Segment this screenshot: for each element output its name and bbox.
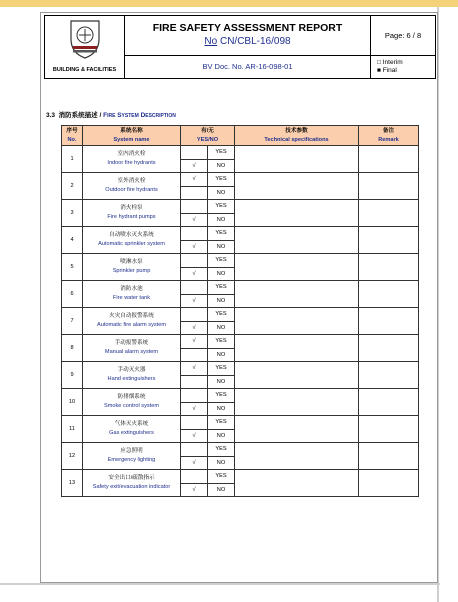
system-name: 喷淋水泵 Sprinkler pump [83,254,181,281]
no-label: NO [208,348,235,362]
technical-spec-cell [235,200,359,227]
yes-label: YES [208,308,235,322]
yes-check: √ [181,335,208,349]
remark-cell [359,443,419,470]
table-row [62,389,419,403]
technical-spec-cell [235,227,359,254]
no-check: √ [181,483,208,497]
yes-label: YES [208,335,235,349]
no-check: √ [181,294,208,308]
row-number: 3 [62,200,83,227]
yes-check [181,281,208,295]
no-check: √ [181,429,208,443]
remark-cell [359,227,419,254]
row-number: 8 [62,335,83,362]
section-heading: 3.3 消防系统描述 / Fire System Description [46,112,176,119]
no-check: √ [181,267,208,281]
technical-spec-cell [235,470,359,497]
title-cell [125,16,371,78]
no-label: NO [208,429,235,443]
no-check [181,186,208,200]
yes-check [181,227,208,241]
row-number: 13 [62,470,83,497]
no-check: √ [181,321,208,335]
no-check [181,375,208,389]
system-name: 手动报警系统 Manual alarm system [83,335,181,362]
row-number: 1 [62,146,83,173]
system-name: 气体灭火系统 Gas extinguishers [83,416,181,443]
remark-cell [359,173,419,200]
doc-number: BV Doc. No. AR-16-098-01 [202,62,293,71]
row-number: 12 [62,443,83,470]
yes-label: YES [208,362,235,376]
header-system-name: 系统名称 System name [83,126,181,146]
row-number: 6 [62,281,83,308]
table-row [62,443,419,457]
yes-label: YES [208,389,235,403]
no-check [181,348,208,362]
system-name: 火灾自动报警系统 Automatic fire alarm system [83,308,181,335]
report-header [44,15,436,79]
bottom-shadow-bar [0,583,440,585]
status-options [377,59,403,75]
technical-spec-cell [235,389,359,416]
technical-spec-cell [235,443,359,470]
no-label: NO [208,294,235,308]
header-technical-specifications: 技术参数 Technical specifications [235,126,359,146]
remark-cell [359,200,419,227]
technical-spec-cell [235,173,359,200]
yes-label: YES [208,200,235,214]
remark-cell [359,146,419,173]
table-row [62,227,419,241]
system-name: 自动喷水灭火系统 Automatic sprinkler system [83,227,181,254]
remark-cell [359,335,419,362]
technical-spec-cell [235,362,359,389]
option-interim: □ Interim [377,59,403,66]
yes-check [181,146,208,160]
logo-cell [45,16,125,78]
system-name: 应急照明 Emergency lighting [83,443,181,470]
yes-check [181,443,208,457]
no-check: √ [181,402,208,416]
header-remark: 备注 Remark [359,126,419,146]
row-number: 2 [62,173,83,200]
no-label: NO [208,213,235,227]
system-name: 防排烟系统 Smoke control system [83,389,181,416]
technical-spec-cell [235,281,359,308]
yes-check [181,470,208,484]
yes-check: √ [181,362,208,376]
yes-label: YES [208,281,235,295]
no-label: NO [208,456,235,470]
row-number: 5 [62,254,83,281]
yes-check: √ [181,173,208,187]
yes-check [181,416,208,430]
technical-spec-cell [235,254,359,281]
no-check: √ [181,159,208,173]
yes-label: YES [208,173,235,187]
header-yes-no: 有/无 YES/NO [181,126,235,146]
no-label: NO [208,483,235,497]
bureau-veritas-logo-icon [67,19,103,59]
table-row [62,146,419,160]
table-row [62,335,419,349]
yes-label: YES [208,146,235,160]
remark-cell [359,362,419,389]
system-name: 室外消火栓 Outdoor fire hydrants [83,173,181,200]
remark-cell [359,281,419,308]
system-name: 室内消火栓 Indoor fire hydrants [83,146,181,173]
yes-label: YES [208,227,235,241]
no-label: NO [208,375,235,389]
no-check: √ [181,240,208,254]
yes-check [181,308,208,322]
no-label: NO [208,267,235,281]
option-final: ■ Final [377,67,397,74]
report-title: FIRE SAFETY ASSESSMENT REPORT [152,22,343,34]
system-name: 安全出口/疏散指示 Safety exit/evacuation indicator [83,470,181,497]
row-number: 11 [62,416,83,443]
technical-spec-cell [235,335,359,362]
yes-check [181,389,208,403]
table-row [62,281,419,295]
page-number: Page: 6 / 8 [371,16,435,56]
row-number: 10 [62,389,83,416]
no-label: NO [208,402,235,416]
technical-spec-cell [235,146,359,173]
row-number: 4 [62,227,83,254]
yes-label: YES [208,470,235,484]
no-label: NO [208,159,235,173]
fire-system-table [61,125,419,497]
yes-check [181,200,208,214]
table-row [62,173,419,187]
no-label: NO [208,321,235,335]
table-row [62,254,419,268]
technical-spec-cell [235,416,359,443]
system-name: 消火栓泵 Fire hydrant pumps [83,200,181,227]
yes-label: YES [208,254,235,268]
top-color-band [0,0,458,7]
table-row [62,470,419,484]
remark-cell [359,308,419,335]
yes-label: YES [208,416,235,430]
yes-check [181,254,208,268]
row-number: 7 [62,308,83,335]
table-row [62,416,419,430]
no-check: √ [181,456,208,470]
company-caption: BUILDING & FACILITIES [52,67,117,73]
no-check: √ [181,213,208,227]
technical-spec-cell [235,308,359,335]
row-number: 9 [62,362,83,389]
remark-cell [359,470,419,497]
system-name: 手动灭火器 Hand extinguishers [83,362,181,389]
header-no: 序号 No. [62,126,83,146]
report-number: No CN/CBL-16/098 [204,36,291,47]
remark-cell [359,416,419,443]
table-row [62,308,419,322]
no-label: NO [208,186,235,200]
page-cell [371,16,435,78]
remark-cell [359,389,419,416]
system-name: 消防水池 Fire water tank [83,281,181,308]
no-label: NO [208,240,235,254]
table-row [62,200,419,214]
yes-label: YES [208,443,235,457]
remark-cell [359,254,419,281]
table-row [62,362,419,376]
